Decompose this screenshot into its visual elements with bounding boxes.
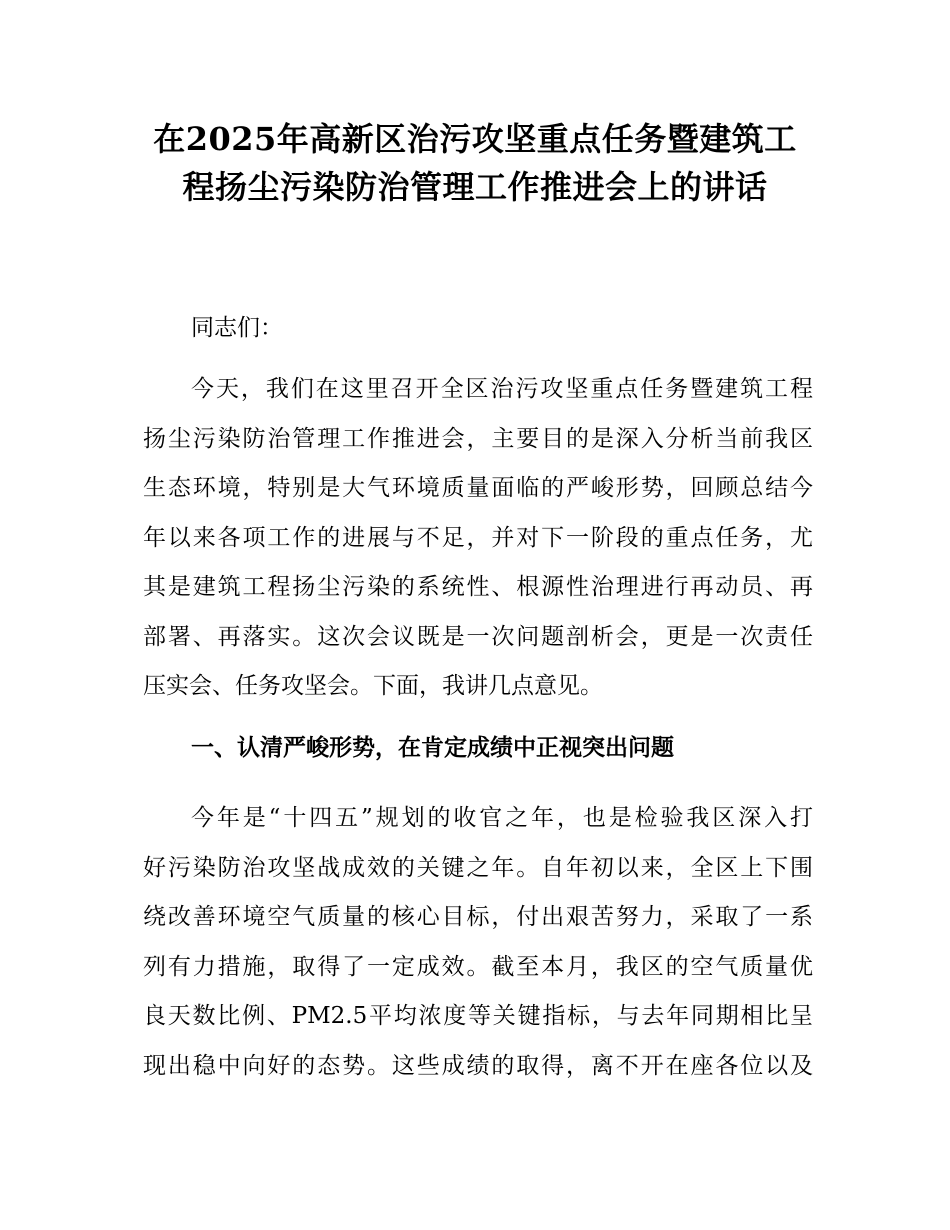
paragraph-line: 年以来各项工作的进展与不足，并对下一阶段的重点任务，尤 xyxy=(143,524,813,551)
paragraph-line: 其是建筑工程扬尘污染的系统性、根源性治理进行再动员、再 xyxy=(143,574,813,600)
paragraph-line: 好污染防治攻坚战成效的关键之年。自年初以来，全区上下围 xyxy=(143,854,813,881)
paragraph-section1 xyxy=(143,794,813,1091)
paragraph-line: 生态环境，特别是大气环境质量面临的严峻形势，回顾总结今 xyxy=(143,475,813,501)
paragraph-line: 列有力措施，取得了一定成效。截至本月，我区的空气质量优 xyxy=(143,953,813,980)
paragraph-line: 绕改善环境空气质量的核心目标，付出艰苦努力，采取了一系 xyxy=(143,904,813,930)
document-title xyxy=(120,115,830,211)
paragraph-line: 压实会、任务攻坚会。下面，我讲几点意见。 xyxy=(143,673,603,699)
paragraph-line: 今年是“十四五”规划的收官之年，也是检验我区深入打 xyxy=(191,805,813,831)
section-heading: 一、认清严峻形势，在肯定成绩中正视突出问题 xyxy=(191,735,674,761)
paragraph-line: 扬尘污染防治管理工作推进会，主要目的是深入分析当前我区 xyxy=(143,425,813,452)
paragraph-line: 现出稳中向好的态势。这些成绩的取得，离不开在座各位以及 xyxy=(143,1052,813,1079)
paragraph-line: 良天数比例、PM2.5平均浓度等关键指标，与去年同期相比呈 xyxy=(143,1003,813,1029)
title-line-1: 在2025年高新区治污攻坚重点任务暨建筑工 xyxy=(153,120,797,158)
salutation: 同志们： xyxy=(191,315,283,341)
paragraph-line: 部署、再落实。这次会议既是一次问题剖析会，更是一次责任 xyxy=(143,623,813,650)
paragraph-intro xyxy=(143,365,813,712)
title-line-2: 程扬尘污染防治管理工作推进会上的讲话 xyxy=(182,168,768,206)
paragraph-line: 今天，我们在这里召开全区治污攻坚重点任务暨建筑工程 xyxy=(191,376,813,402)
